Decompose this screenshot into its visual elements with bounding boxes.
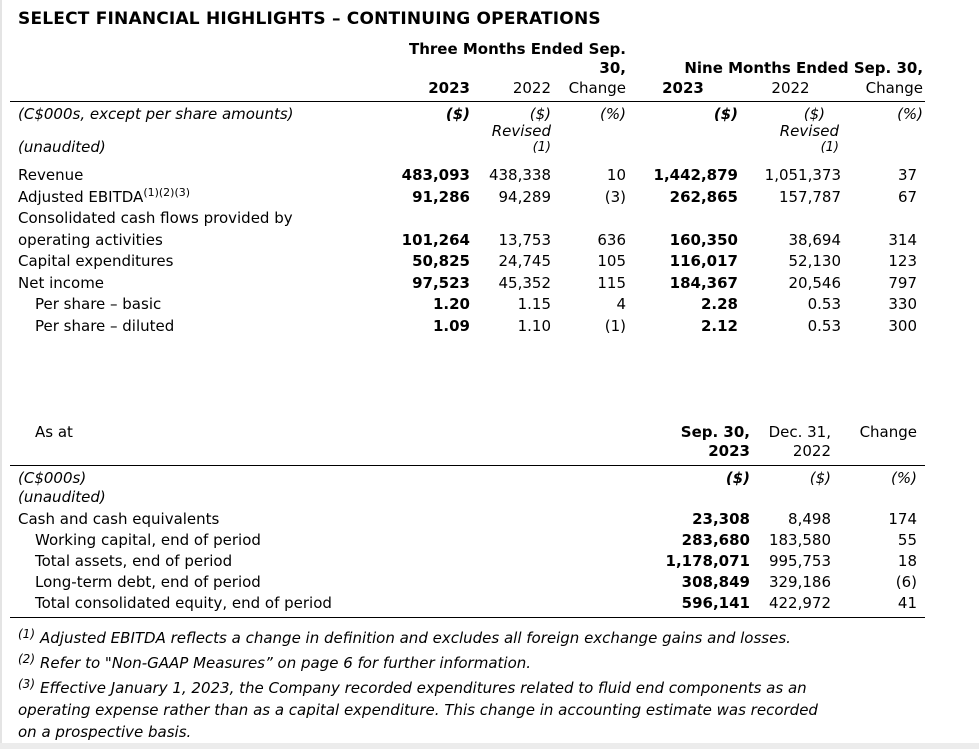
as-at-header-row — [10, 423, 925, 466]
period-header-row — [10, 40, 925, 79]
cell: 160,350 — [669, 230, 738, 249]
empty-cell — [753, 488, 835, 506]
cell: 37 — [897, 166, 918, 184]
three-months-header-line1: Three Months Ended Sep. — [409, 40, 626, 58]
cell: 4 — [616, 295, 626, 313]
cell: 422,972 — [753, 593, 835, 618]
footnote-text: Refer to "Non-GAAP Measures” on page 6 for further information. — [40, 654, 532, 672]
empty-cell — [10, 124, 385, 139]
cell: 101,264 — [401, 230, 470, 249]
table-row-net-income — [10, 273, 925, 295]
cell: 10 — [606, 166, 626, 184]
cell: 314 — [888, 230, 918, 249]
row-label: Long-term debt, end of period — [35, 573, 261, 591]
col-header-line1: Dec. 31, — [768, 423, 831, 441]
cell: 67 — [897, 187, 918, 206]
empty-cell — [628, 124, 740, 139]
scale-note: (C$000s) — [18, 469, 87, 487]
cell: 174 — [888, 510, 917, 528]
empty-cell — [843, 124, 925, 139]
unit-cell: ($) — [529, 105, 551, 123]
row-label-text: Adjusted EBITDA — [18, 187, 144, 206]
cell: 38,694 — [788, 230, 841, 249]
row-label — [10, 187, 385, 209]
table-row-per-share-diluted — [10, 316, 925, 338]
row-label: Per share – basic — [35, 295, 162, 313]
unit-cell: (%) — [600, 105, 626, 123]
footnote-1 — [10, 627, 830, 649]
cell: 94,289 — [498, 187, 551, 206]
cell: 2.28 — [700, 295, 738, 313]
row-label: Working capital, end of period — [35, 531, 261, 549]
row-label-text: Consolidated cash flows provided by operating activities — [18, 209, 293, 249]
table-row-operating-cash-flows — [10, 208, 925, 251]
footnote-3 — [10, 677, 830, 743]
empty-cell — [10, 79, 385, 102]
cell: 45,352 — [498, 273, 551, 292]
revised-ref-row — [10, 139, 925, 156]
table-row-cash — [10, 509, 925, 530]
cell: 1.15 — [517, 295, 551, 313]
row-label: Total consolidated equity, end of period — [10, 593, 570, 618]
unit-cell: ($) — [725, 469, 750, 487]
spacer-row — [10, 156, 925, 165]
unit-cell: ($) — [445, 105, 470, 123]
row-label: Capital expenditures — [18, 252, 174, 270]
cell: 105 — [597, 252, 626, 270]
footnote-marker: (3) — [18, 677, 35, 691]
cell: 97,523 — [412, 273, 470, 292]
cell: 797 — [888, 273, 918, 292]
year-header-row — [10, 79, 925, 102]
balance-sheet-table — [10, 423, 925, 618]
footnote-text: Effective January 1, 2023, the Company recorded expenditures related to fluid end components as an operating expense rather than as a capital expenditure. This change in accounting estimate was recorded on a prospective basis. — [18, 679, 818, 741]
cell: 123 — [888, 252, 918, 270]
scale-note: (C$000s, except per share amounts) — [18, 105, 294, 123]
empty-cell — [10, 156, 925, 165]
col-header-line1: Sep. 30, — [680, 423, 750, 441]
table-row-per-share-basic — [10, 294, 925, 316]
cell: 1.10 — [517, 316, 551, 335]
revised-footnote-ref: (1) — [532, 140, 551, 155]
cell: 116,017 — [669, 252, 738, 270]
table-row-revenue — [10, 165, 925, 187]
col-header-3m-change: Change — [553, 79, 628, 102]
three-months-header-line2: 30, — [599, 59, 626, 77]
page-title: SELECT FINANCIAL HIGHLIGHTS – CONTINUING OPERATIONS — [18, 9, 601, 29]
col-header-9m-change: Change — [843, 79, 925, 102]
cell: 483,093 — [401, 166, 470, 184]
cell: 157,787 — [778, 187, 841, 206]
empty-cell — [628, 139, 740, 156]
cell: 20,546 — [788, 273, 841, 292]
cell: 24,745 — [498, 252, 551, 270]
col-header-9m-2023: 2023 — [628, 79, 740, 102]
unit-cell: ($) — [809, 469, 831, 487]
table-row-working-capital — [10, 530, 925, 551]
empty-cell — [385, 139, 472, 156]
nine-months-header: Nine Months Ended Sep. 30, — [684, 59, 924, 77]
table-row-total-equity — [10, 593, 925, 618]
empty-cell — [835, 488, 925, 506]
cell: 995,753 — [768, 552, 831, 570]
col-header-line2: 2023 — [708, 442, 750, 460]
cell: 55 — [897, 531, 917, 549]
cell: 1,051,373 — [764, 166, 841, 184]
empty-cell — [385, 124, 472, 139]
cell: 91,286 — [412, 187, 470, 206]
cell: 1.09 — [432, 316, 470, 335]
table-row-adjusted-ebitda — [10, 187, 925, 209]
cell: 0.53 — [807, 316, 841, 335]
row-label: Total assets, end of period — [35, 552, 233, 570]
cell: 115 — [597, 273, 626, 292]
row-label: Per share – diluted — [35, 316, 175, 335]
cell: 50,825 — [412, 252, 470, 270]
three-months-header — [385, 40, 628, 79]
unit-cell: (%) — [891, 469, 917, 487]
cell: 8,498 — [788, 510, 831, 528]
cell: 1,178,071 — [665, 552, 750, 570]
cell: (1) — [604, 316, 626, 335]
cell: 183,580 — [768, 531, 831, 549]
row-label: Cash and cash equivalents — [18, 510, 220, 528]
cell: 636 — [597, 230, 626, 249]
cell: 283,680 — [681, 531, 750, 549]
quarterly-highlights-table — [10, 40, 925, 337]
revised-label: Revised — [491, 122, 551, 140]
as-at-label: As at — [10, 423, 570, 466]
revised-label: Revised — [779, 122, 839, 140]
col-header-sep30-2023 — [570, 423, 753, 466]
cell: 41 — [835, 593, 925, 618]
unit-cell: ($) — [803, 105, 825, 123]
cell: 52,130 — [788, 252, 841, 270]
col-header-change: Change — [835, 423, 925, 466]
footnotes — [10, 627, 830, 746]
empty-cell — [553, 139, 628, 156]
row-label — [10, 208, 385, 251]
units-row — [10, 102, 925, 125]
units-row — [10, 466, 925, 489]
row-label: Net income — [18, 273, 105, 292]
footnote-marker: (1) — [18, 627, 35, 641]
footnote-text: Adjusted EBITDA reflects a change in definition and excludes all foreign exchange gains and losses. — [40, 629, 791, 647]
cell: 329,186 — [768, 573, 831, 591]
cell: 1.20 — [432, 295, 470, 313]
cell: 0.53 — [807, 295, 841, 313]
unaudited-note: (unaudited) — [18, 488, 106, 506]
cell: 330 — [888, 295, 918, 313]
cell: 184,367 — [669, 273, 738, 292]
col-header-3m-2022: 2022 — [472, 79, 553, 102]
col-header-3m-2023: 2023 — [385, 79, 472, 102]
cell: (3) — [604, 187, 626, 206]
cell: 13,753 — [498, 230, 551, 249]
footnote-marker: (2) — [18, 652, 35, 666]
cell: 596,141 — [570, 593, 753, 618]
empty-cell — [570, 488, 753, 506]
revised-footnote-ref: (1) — [820, 140, 839, 155]
footnote-ref: (1)(2)(3) — [143, 185, 191, 199]
col-header-dec31-2022 — [753, 423, 835, 466]
col-header-line2: 2022 — [792, 442, 831, 460]
table-row-total-assets — [10, 551, 925, 572]
cell: 308,849 — [681, 573, 750, 591]
window-left-edge — [0, 0, 2, 749]
table-row-long-term-debt — [10, 572, 925, 593]
cell: 262,865 — [669, 187, 738, 206]
cell: 2.12 — [700, 316, 738, 335]
cell: (6) — [895, 573, 917, 591]
cell: 438,338 — [488, 166, 551, 184]
col-header-9m-2022: 2022 — [740, 79, 843, 102]
table-row-capital-expenditures — [10, 251, 925, 273]
row-label: Revenue — [18, 166, 84, 184]
cell: 18 — [897, 552, 917, 570]
unit-cell: ($) — [713, 105, 738, 123]
empty-cell — [843, 139, 925, 156]
unaudited-note: (unaudited) — [18, 138, 106, 156]
cell: 1,442,879 — [653, 166, 738, 184]
unit-cell: (%) — [897, 105, 924, 123]
cell: 23,308 — [692, 510, 750, 528]
revised-row — [10, 124, 925, 139]
footnote-2 — [10, 652, 830, 674]
unaudited-row — [10, 488, 925, 506]
cell: 300 — [888, 316, 918, 335]
empty-cell — [553, 124, 628, 139]
empty-cell — [10, 40, 385, 79]
